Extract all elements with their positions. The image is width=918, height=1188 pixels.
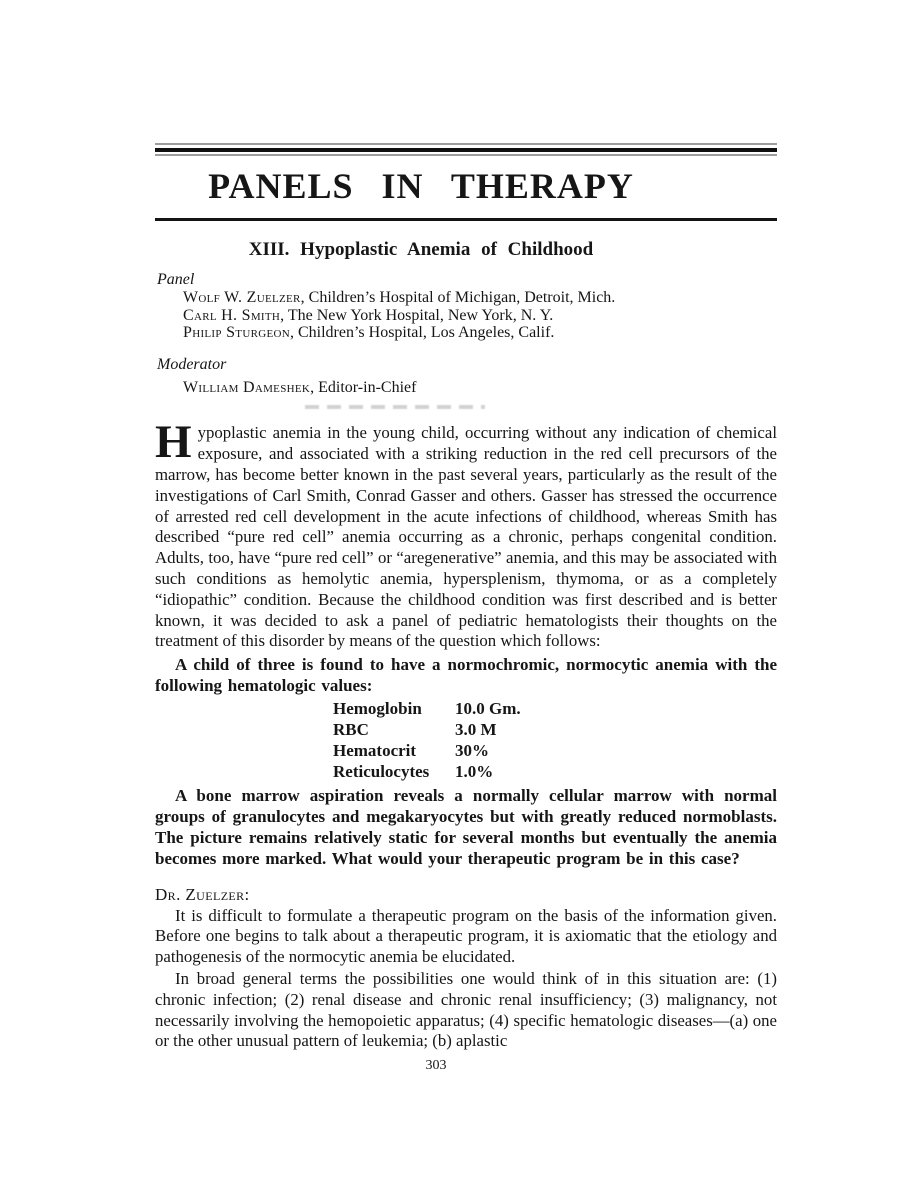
speaker-name: Dr. Zuelzer:	[155, 884, 250, 904]
panel-label: Panel	[157, 271, 195, 288]
rule-thin-bottom	[155, 154, 777, 156]
table-row	[333, 698, 777, 719]
text-column	[155, 0, 777, 1074]
moderator-affiliation: , Editor-in-Chief	[310, 378, 417, 396]
speaker-heading	[155, 885, 777, 905]
moderator-name: William Dameshek	[183, 378, 311, 396]
value-amount: 1.0%	[455, 762, 494, 782]
rule-under-title	[155, 218, 777, 221]
value-amount: 30%	[455, 741, 489, 761]
scan-smudge-artifact	[305, 405, 485, 409]
moderator	[183, 379, 777, 397]
article-subtitle: XIII. Hypoplastic Anemia of Childhood	[248, 239, 594, 260]
intro-paragraph	[155, 416, 777, 652]
value-amount: 3.0 M	[455, 719, 497, 739]
value-label: Reticulocytes	[333, 762, 430, 782]
hematologic-values-table	[333, 698, 777, 783]
intro-text: ypoplastic anemia in the young child, occurring without any indication of chemical exposure, and associated with a striking reduction in the red cell precursors of the marrow, has become better known in the past several years, particularly as the result of the investigations of Carl Smith, Conrad Gasser and others. Gasser has stressed the occurrence of arrested red cell development in the acute infections of childhood, whereas Smith has described “pure red cell” anemia occurring as a chronic, perhaps congenital condition. Adults, too, have “pure red cell” or “aregenerative” anemia, and this may be associated with such conditions as hemolytic anemia, hypersplenism, thymoma, or as a completely “idiopathic” condition. Because the childhood condition was first described and is better known, it was decided to ask a panel of pediatric hematologists their thoughts on the treatment of this disorder by means of the question which follows:	[155, 423, 777, 651]
panel-member-name: Carl H. Smith	[183, 306, 281, 324]
table-row	[333, 719, 777, 740]
panel-member-name: Philip Sturgeon	[183, 324, 290, 342]
value-label: Hemoglobin	[333, 698, 422, 718]
value-amount: 10.0 Gm.	[455, 698, 521, 718]
value-label: Hematocrit	[333, 741, 417, 761]
table-row	[333, 740, 777, 761]
discussion-paragraph-1: It is difficult to formulate a therapeutic program on the basis of the information given. Before one begins to talk about a therapeutic program, it is axiomatic that the etiology and pathogenesis of the normocytic anemia be elucidated.	[155, 905, 777, 967]
rule-thick	[155, 148, 777, 152]
panel-member-affiliation: , The New York Hospital, New York, N. Y.	[280, 306, 554, 324]
question-paragraph-1: A child of three is found to have a normochromic, normocytic anemia with the following hematologic values:	[155, 655, 777, 696]
panel-member-affiliation: , Children’s Hospital of Michigan, Detroit, Mich.	[300, 289, 616, 306]
question-paragraph-2: A bone marrow aspiration reveals a normally cellular marrow with normal groups of granulocytes and megakaryocytes but with greatly reduced normoblasts. The picture remains relatively static for several months but eventually the anemia becomes more marked. What would your therapeutic program be in this case?	[155, 785, 777, 869]
panel-member-affiliation: , Children’s Hospital, Los Angeles, Calif.	[289, 324, 555, 342]
page-title: PANELS IN THERAPY	[208, 166, 634, 206]
table-row	[333, 761, 777, 782]
panel-member-name: Wolf W. Zuelzer	[183, 289, 301, 306]
panel-member	[183, 289, 777, 307]
panel-member	[183, 324, 777, 342]
panel-member	[183, 307, 777, 325]
discussion-paragraph-2: In broad general terms the possibilities one would think of in this situation are: (1) chronic infection; (2) renal disease and chronic renal insufficiency; (3) malignancy, not necessarily involving the hemopoietic apparatus; (4) specific hematologic diseases—(a) one or the other unusual pattern of leukemia; (b) aplastic	[155, 968, 777, 1051]
page-number: 303	[425, 1058, 447, 1074]
rule-thin-top	[155, 143, 777, 145]
header-triple-rule	[155, 143, 777, 156]
value-label: RBC	[333, 719, 369, 739]
drop-cap: H	[155, 416, 192, 469]
moderator-label: Moderator	[157, 355, 227, 373]
